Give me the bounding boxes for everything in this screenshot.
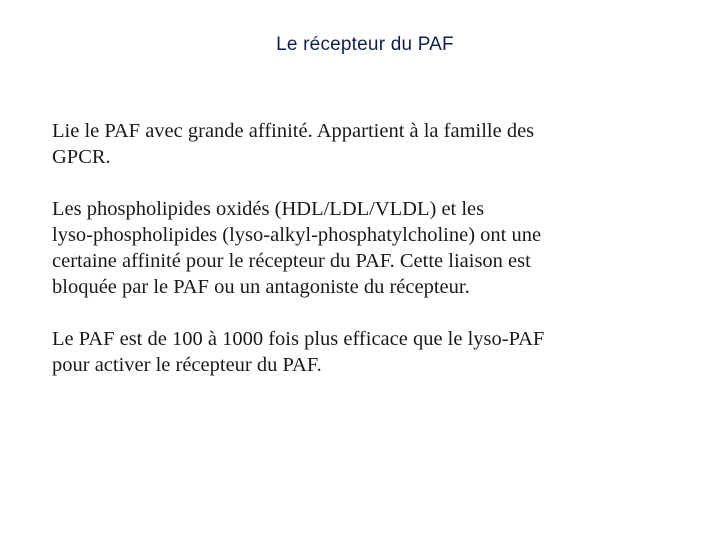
slide-title: Le récepteur du PAF: [276, 34, 454, 55]
paragraph-phospholipids: Les phospholipides oxidés (HDL/LDL/VLDL) et les lyso-phospholipides (lyso-alkyl-phosphatylcholine) ont une certaine affinité pour le récepteur du PAF. Cette liaison est bloquée par le PAF ou un antagoniste du récepteur.: [52, 198, 542, 298]
paragraph-efficacy: Le PAF est de 100 à 1000 fois plus efficace que le lyso-PAF pour activer le récepteur du PAF.: [52, 328, 545, 376]
slide-body: [52, 118, 652, 404]
paragraph-affinity: Lie le PAF avec grande affinité. Appartient à la famille des GPCR.: [52, 120, 535, 168]
